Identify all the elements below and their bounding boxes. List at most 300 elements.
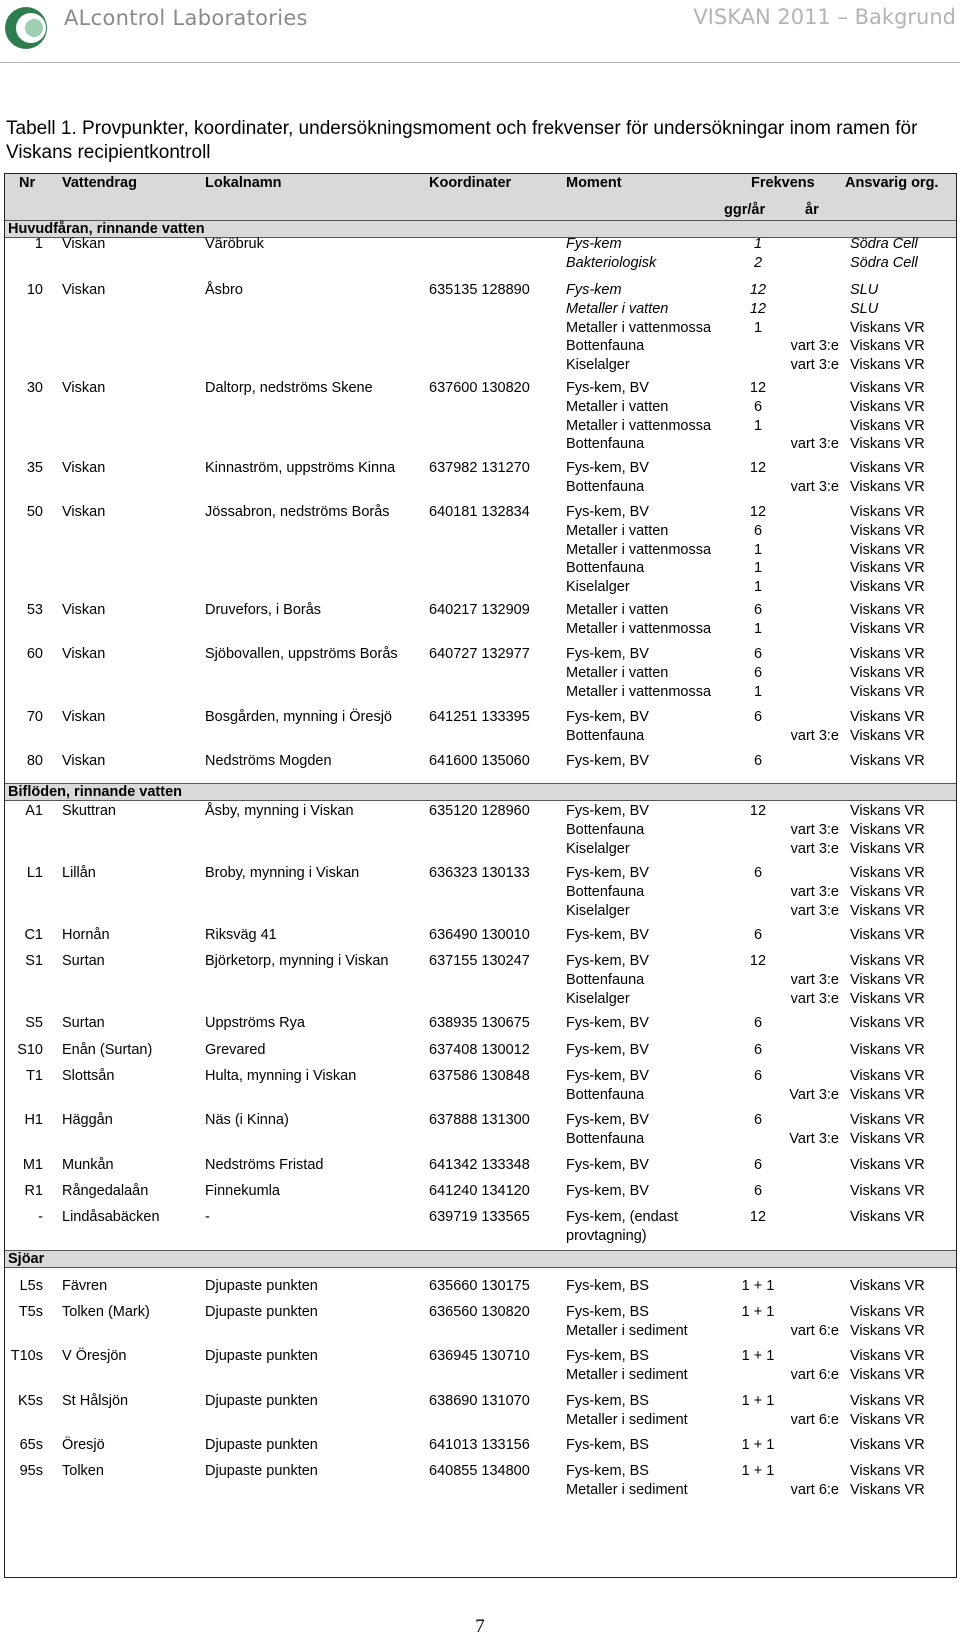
table-row: [5, 1208, 956, 1227]
watercourse: Fävren: [62, 1278, 108, 1294]
table-row: [5, 1322, 956, 1341]
responsible-org: Viskans VR: [850, 902, 925, 919]
coordinates: 641600 135060: [429, 753, 530, 769]
site-name: Grevared: [205, 1042, 266, 1058]
station-nr: 65s: [19, 1437, 43, 1453]
station-nr: 1: [34, 236, 43, 252]
responsible-org: Viskans VR: [850, 1157, 925, 1173]
table-header: [5, 174, 956, 222]
table-row: [5, 752, 956, 771]
moment: Metaller i vattenmossa: [566, 620, 712, 637]
moment: Bottenfauna: [566, 1086, 645, 1103]
interval: vart 3:e: [790, 338, 839, 355]
frequency: 6: [753, 1112, 763, 1128]
section-heading: Sjöar: [5, 1250, 956, 1268]
moment: Metaller i vattenmossa: [566, 541, 712, 558]
responsible-org: Viskans VR: [850, 1209, 925, 1225]
watercourse: Viskan: [62, 753, 106, 769]
coordinates: 640181 132834: [429, 504, 530, 520]
responsible-org: Viskans VR: [850, 883, 925, 900]
moment: Bottenfauna: [566, 727, 645, 744]
site-name: Druvefors, i Borås: [205, 602, 322, 618]
coordinates: 635135 128890: [429, 282, 530, 298]
col-year: år: [805, 202, 819, 218]
site-name: Hulta, mynning i Viskan: [205, 1068, 357, 1084]
responsible-org: Viskans VR: [850, 560, 925, 577]
col-koordinater: Koordinater: [429, 175, 512, 191]
site-name: Sjöbovallen, uppströms Borås: [205, 646, 398, 662]
table-row: [5, 254, 956, 273]
frequency: 1 + 1: [741, 1348, 775, 1364]
responsible-org: SLU: [850, 282, 879, 298]
interval: vart 3:e: [790, 357, 839, 374]
site-name: Broby, mynning i Viskan: [205, 865, 360, 881]
watercourse: Lillån: [62, 865, 96, 881]
table-row: [5, 1227, 956, 1246]
responsible-org: Viskans VR: [850, 1393, 925, 1409]
moment: Fys-kem, BV: [566, 1068, 649, 1084]
responsible-org: Viskans VR: [850, 664, 925, 681]
moment: Metaller i vatten: [566, 602, 669, 618]
coordinates: 640727 132977: [429, 646, 530, 662]
watercourse: Häggån: [62, 1112, 113, 1128]
station-nr: A1: [25, 803, 43, 819]
section-heading: Biflöden, rinnande vatten: [5, 783, 956, 801]
coordinates: 635120 128960: [429, 803, 530, 819]
interval: Vart 3:e: [789, 1086, 839, 1103]
coordinates: 636560 130820: [429, 1304, 530, 1320]
site-name: Jössabron, nedströms Borås: [205, 504, 390, 520]
responsible-org: Viskans VR: [850, 357, 925, 374]
coordinates: 637888 131300: [429, 1112, 530, 1128]
moment: Fys-kem, BV: [566, 380, 649, 396]
responsible-org: Viskans VR: [850, 522, 925, 539]
frequency: 1 + 1: [741, 1393, 775, 1409]
responsible-org: Viskans VR: [850, 1366, 925, 1383]
frequency: 6: [753, 1042, 763, 1058]
table-row: [5, 503, 956, 522]
col-lokalnamn: Lokalnamn: [205, 175, 282, 191]
responsible-org: Viskans VR: [850, 1322, 925, 1339]
table-row: [5, 1130, 956, 1149]
station-nr: 95s: [19, 1463, 43, 1479]
responsible-org: Viskans VR: [850, 620, 925, 637]
table-row: [5, 1481, 956, 1500]
table-row: [5, 559, 956, 578]
moment: provtagning): [566, 1227, 647, 1244]
site-name: Riksväg 41: [205, 927, 277, 943]
table-row: [5, 417, 956, 436]
table-row: [5, 459, 956, 478]
responsible-org: Viskans VR: [850, 1463, 925, 1479]
moment: Bottenfauna: [566, 560, 645, 577]
frequency: 6: [753, 1068, 763, 1084]
coordinates: 637600 130820: [429, 380, 530, 396]
frequency: 6: [753, 865, 763, 881]
table-row: [5, 1014, 956, 1033]
station-nr: 10: [26, 282, 43, 298]
responsible-org: Viskans VR: [850, 417, 925, 434]
moment: Metaller i vattenmossa: [566, 683, 712, 700]
data-table: [4, 173, 957, 1578]
page-header: [0, 0, 960, 64]
frequency: 6: [753, 602, 763, 618]
table-row: [5, 522, 956, 541]
responsible-org: Viskans VR: [850, 541, 925, 558]
responsible-org: Viskans VR: [850, 1437, 925, 1453]
frequency: 1: [753, 236, 763, 252]
moment: Fys-kem: [566, 282, 622, 298]
responsible-org: SLU: [850, 300, 879, 317]
responsible-org: Södra Cell: [850, 254, 918, 271]
interval: vart 3:e: [790, 478, 839, 495]
moment: Fys-kem, BV: [566, 953, 649, 969]
moment: Bakteriologisk: [566, 254, 657, 271]
header-divider: [0, 62, 960, 63]
coordinates: 637408 130012: [429, 1042, 530, 1058]
watercourse: Viskan: [62, 460, 106, 476]
frequency: 12: [749, 380, 767, 396]
moment: Metaller i vattenmossa: [566, 319, 712, 336]
responsible-org: Viskans VR: [850, 1278, 925, 1294]
table-row: [5, 708, 956, 727]
site-name: Bosgården, mynning i Öresjö: [205, 709, 392, 725]
responsible-org: Viskans VR: [850, 436, 925, 453]
interval: vart 3:e: [790, 727, 839, 744]
moment: Fys-kem, BV: [566, 460, 649, 476]
station-nr: C1: [24, 927, 43, 943]
responsible-org: Viskans VR: [850, 683, 925, 700]
responsible-org: Viskans VR: [850, 971, 925, 988]
responsible-org: Viskans VR: [850, 504, 925, 520]
moment: Bottenfauna: [566, 338, 645, 355]
moment: Metaller i sediment: [566, 1322, 688, 1339]
table-row: [5, 578, 956, 597]
responsible-org: Viskans VR: [850, 1183, 925, 1199]
watercourse: Viskan: [62, 380, 106, 396]
moment: Fys-kem, BS: [566, 1437, 649, 1453]
frequency: 6: [753, 1157, 763, 1173]
moment: Fys-kem, BV: [566, 927, 649, 943]
watercourse: Viskan: [62, 236, 106, 252]
site-name: Daltorp, nedströms Skene: [205, 380, 373, 396]
moment: Fys-kem, (endast: [566, 1209, 678, 1225]
page-number: 7: [475, 1616, 485, 1637]
coordinates: 641240 134120: [429, 1183, 530, 1199]
responsible-org: Viskans VR: [850, 579, 925, 596]
coordinates: 637982 131270: [429, 460, 530, 476]
moment: Fys-kem, BV: [566, 504, 649, 520]
table-row: [5, 821, 956, 840]
site-name: Näs (i Kinna): [205, 1112, 289, 1128]
moment: Fys-kem, BV: [566, 646, 649, 662]
responsible-org: Viskans VR: [850, 1481, 925, 1498]
frequency: 1 + 1: [741, 1278, 775, 1294]
moment: Fys-kem, BV: [566, 865, 649, 881]
watercourse: Tolken: [62, 1463, 104, 1479]
table-row: [5, 727, 956, 746]
moment: Kiselalger: [566, 357, 630, 374]
table-row: [5, 1347, 956, 1366]
station-nr: 50: [26, 504, 43, 520]
table-row: [5, 952, 956, 971]
table-row: [5, 1182, 956, 1201]
col-frekvens: Frekvens: [751, 175, 815, 191]
station-nr: T5s: [18, 1304, 43, 1320]
frequency: 6: [753, 1015, 763, 1031]
company-name: ALcontrol Laboratories: [64, 6, 308, 30]
responsible-org: Viskans VR: [850, 398, 925, 415]
coordinates: 640855 134800: [429, 1463, 530, 1479]
moment: Bottenfauna: [566, 821, 645, 838]
responsible-org: Viskans VR: [850, 1015, 925, 1031]
table-row: [5, 926, 956, 945]
table-row: [5, 1411, 956, 1430]
moment: Bottenfauna: [566, 478, 645, 495]
station-nr: 35: [26, 460, 43, 476]
frequency: 6: [753, 927, 763, 943]
table-row: [5, 337, 956, 356]
watercourse: Rångedalaån: [62, 1183, 149, 1199]
table-row: [5, 1086, 956, 1105]
frequency: 1: [753, 541, 763, 558]
moment: Fys-kem, BS: [566, 1393, 649, 1409]
responsible-org: Viskans VR: [850, 319, 925, 336]
frequency: 12: [749, 460, 767, 476]
frequency: 1 + 1: [741, 1304, 775, 1320]
station-nr: T10s: [10, 1348, 43, 1364]
responsible-org: Södra Cell: [850, 236, 918, 252]
moment: Fys-kem, BV: [566, 1015, 649, 1031]
responsible-org: Viskans VR: [850, 460, 925, 476]
responsible-org: Viskans VR: [850, 990, 925, 1007]
col-ansvarig: Ansvarig org.: [845, 175, 939, 191]
frequency: 6: [753, 1183, 763, 1199]
site-name: Djupaste punkten: [205, 1278, 318, 1294]
frequency: 12: [749, 504, 767, 520]
responsible-org: Viskans VR: [850, 602, 925, 618]
responsible-org: Viskans VR: [850, 1068, 925, 1084]
frequency: 1 + 1: [741, 1437, 775, 1453]
moment: Kiselalger: [566, 990, 630, 1007]
interval: vart 3:e: [790, 436, 839, 453]
responsible-org: Viskans VR: [850, 727, 925, 744]
watercourse: Munkån: [62, 1157, 114, 1173]
moment: Metaller i sediment: [566, 1366, 688, 1383]
moment: Fys-kem, BS: [566, 1463, 649, 1479]
responsible-org: Viskans VR: [850, 840, 925, 857]
coordinates: 640217 132909: [429, 602, 530, 618]
table-row: [5, 300, 956, 319]
frequency: 12: [749, 953, 767, 969]
table-row: [5, 356, 956, 375]
moment: Metaller i vattenmossa: [566, 417, 712, 434]
table-row: [5, 1041, 956, 1060]
moment: Metaller i sediment: [566, 1411, 688, 1428]
site-name: Djupaste punkten: [205, 1437, 318, 1453]
site-name: Nedströms Fristad: [205, 1157, 324, 1173]
watercourse: Tolken (Mark): [62, 1304, 150, 1320]
coordinates: 638690 131070: [429, 1393, 530, 1409]
responsible-org: Viskans VR: [850, 953, 925, 969]
watercourse: Surtan: [62, 953, 105, 969]
frequency: 12: [749, 300, 767, 317]
responsible-org: Viskans VR: [850, 646, 925, 662]
station-nr: -: [38, 1209, 43, 1225]
frequency: 6: [753, 398, 763, 415]
table-row: [5, 1366, 956, 1385]
station-nr: 30: [26, 380, 43, 396]
coordinates: 636945 130710: [429, 1348, 530, 1364]
watercourse: Öresjö: [62, 1437, 105, 1453]
station-nr: L1: [26, 865, 43, 881]
table-row: [5, 902, 956, 921]
station-nr: 53: [26, 602, 43, 618]
table-row: [5, 281, 956, 300]
responsible-org: Viskans VR: [850, 1112, 925, 1128]
responsible-org: Viskans VR: [850, 927, 925, 943]
watercourse: Slottsån: [62, 1068, 115, 1084]
table-row: [5, 319, 956, 338]
table-row: [5, 478, 956, 497]
site-name: Djupaste punkten: [205, 1348, 318, 1364]
table-row: [5, 990, 956, 1009]
site-name: Finnekumla: [205, 1183, 280, 1199]
frequency: 1: [753, 620, 763, 637]
moment: Kiselalger: [566, 902, 630, 919]
frequency: 1: [753, 417, 763, 434]
coordinates: 641013 133156: [429, 1437, 530, 1453]
table-row: [5, 1277, 956, 1296]
moment: Kiselalger: [566, 840, 630, 857]
table-row: [5, 398, 956, 417]
table-row: [5, 664, 956, 683]
interval: vart 3:e: [790, 821, 839, 838]
table-row: [5, 235, 956, 254]
responsible-org: Viskans VR: [850, 865, 925, 881]
responsible-org: Viskans VR: [850, 1086, 925, 1103]
responsible-org: Viskans VR: [850, 1411, 925, 1428]
site-name: Väröbruk: [205, 236, 264, 252]
interval: vart 6:e: [790, 1481, 839, 1498]
table-row: [5, 1436, 956, 1455]
moment: Metaller i vatten: [566, 522, 669, 539]
frequency: 1: [753, 579, 763, 596]
moment: Fys-kem, BS: [566, 1304, 649, 1320]
station-nr: 60: [26, 646, 43, 662]
station-nr: S1: [25, 953, 43, 969]
coordinates: 636323 130133: [429, 865, 530, 881]
frequency: 6: [753, 709, 763, 725]
col-nr: Nr: [19, 175, 36, 191]
interval: vart 3:e: [790, 971, 839, 988]
site-name: Åsbro: [205, 282, 243, 298]
watercourse: Viskan: [62, 602, 106, 618]
table-row: [5, 645, 956, 664]
station-nr: L5s: [19, 1278, 43, 1294]
responsible-org: Viskans VR: [850, 1348, 925, 1364]
interval: vart 6:e: [790, 1322, 839, 1339]
table-row: [5, 1392, 956, 1411]
responsible-org: Viskans VR: [850, 478, 925, 495]
responsible-org: Viskans VR: [850, 1130, 925, 1147]
coordinates: 638935 130675: [429, 1015, 530, 1031]
moment: Fys-kem, BS: [566, 1278, 649, 1294]
moment: Fys-kem, BV: [566, 1042, 649, 1058]
table-row: [5, 840, 956, 859]
frequency: 12: [749, 282, 767, 298]
col-moment: Moment: [566, 175, 622, 191]
coordinates: 641251 133395: [429, 709, 530, 725]
moment: Metaller i vatten: [566, 300, 669, 317]
watercourse: Viskan: [62, 709, 106, 725]
interval: Vart 3:e: [789, 1130, 839, 1147]
moment: Bottenfauna: [566, 971, 645, 988]
responsible-org: Viskans VR: [850, 803, 925, 819]
moment: Fys-kem, BV: [566, 803, 649, 819]
table-row: [5, 971, 956, 990]
station-nr: 70: [26, 709, 43, 725]
site-name: Åsby, mynning i Viskan: [205, 803, 354, 819]
col-ggr-per-year: ggr/år: [724, 202, 766, 218]
site-name: Björketorp, mynning i Viskan: [205, 953, 389, 969]
responsible-org: Viskans VR: [850, 1304, 925, 1320]
frequency: 2: [753, 254, 763, 271]
frequency: 1: [753, 560, 763, 577]
table-row: [5, 1303, 956, 1322]
watercourse: Viskan: [62, 646, 106, 662]
table-row: [5, 379, 956, 398]
table-row: [5, 1462, 956, 1481]
station-nr: S5: [25, 1015, 43, 1031]
site-name: Uppströms Rya: [205, 1015, 305, 1031]
watercourse: Surtan: [62, 1015, 105, 1031]
coordinates: 639719 133565: [429, 1209, 530, 1225]
table-row: [5, 1156, 956, 1175]
interval: vart 3:e: [790, 990, 839, 1007]
frequency: 12: [749, 803, 767, 819]
watercourse: Lindåsabäcken: [62, 1209, 160, 1225]
station-nr: 80: [26, 753, 43, 769]
interval: vart 6:e: [790, 1366, 839, 1383]
frequency: 6: [753, 753, 763, 769]
report-title: VISKAN 2011 – Bakgrund: [693, 5, 956, 29]
table-row: [5, 1067, 956, 1086]
moment: Fys-kem, BV: [566, 1112, 649, 1128]
coordinates: 635660 130175: [429, 1278, 530, 1294]
table-row: [5, 802, 956, 821]
coordinates: 637155 130247: [429, 953, 530, 969]
responsible-org: Viskans VR: [850, 1042, 925, 1058]
moment: Metaller i sediment: [566, 1481, 688, 1498]
table-row: [5, 435, 956, 454]
frequency: 1: [753, 683, 763, 700]
station-nr: T1: [26, 1068, 43, 1084]
table-row: [5, 1111, 956, 1130]
interval: vart 3:e: [790, 902, 839, 919]
moment: Metaller i vatten: [566, 664, 669, 681]
frequency: 6: [753, 664, 763, 681]
moment: Fys-kem, BV: [566, 753, 649, 769]
moment: Fys-kem, BV: [566, 1183, 649, 1199]
frequency: 1 + 1: [741, 1463, 775, 1479]
company-logo-icon: [4, 3, 48, 53]
moment: Kiselalger: [566, 579, 630, 596]
station-nr: H1: [24, 1112, 43, 1128]
coordinates: 636490 130010: [429, 927, 530, 943]
station-nr: S10: [17, 1042, 43, 1058]
responsible-org: Viskans VR: [850, 380, 925, 396]
